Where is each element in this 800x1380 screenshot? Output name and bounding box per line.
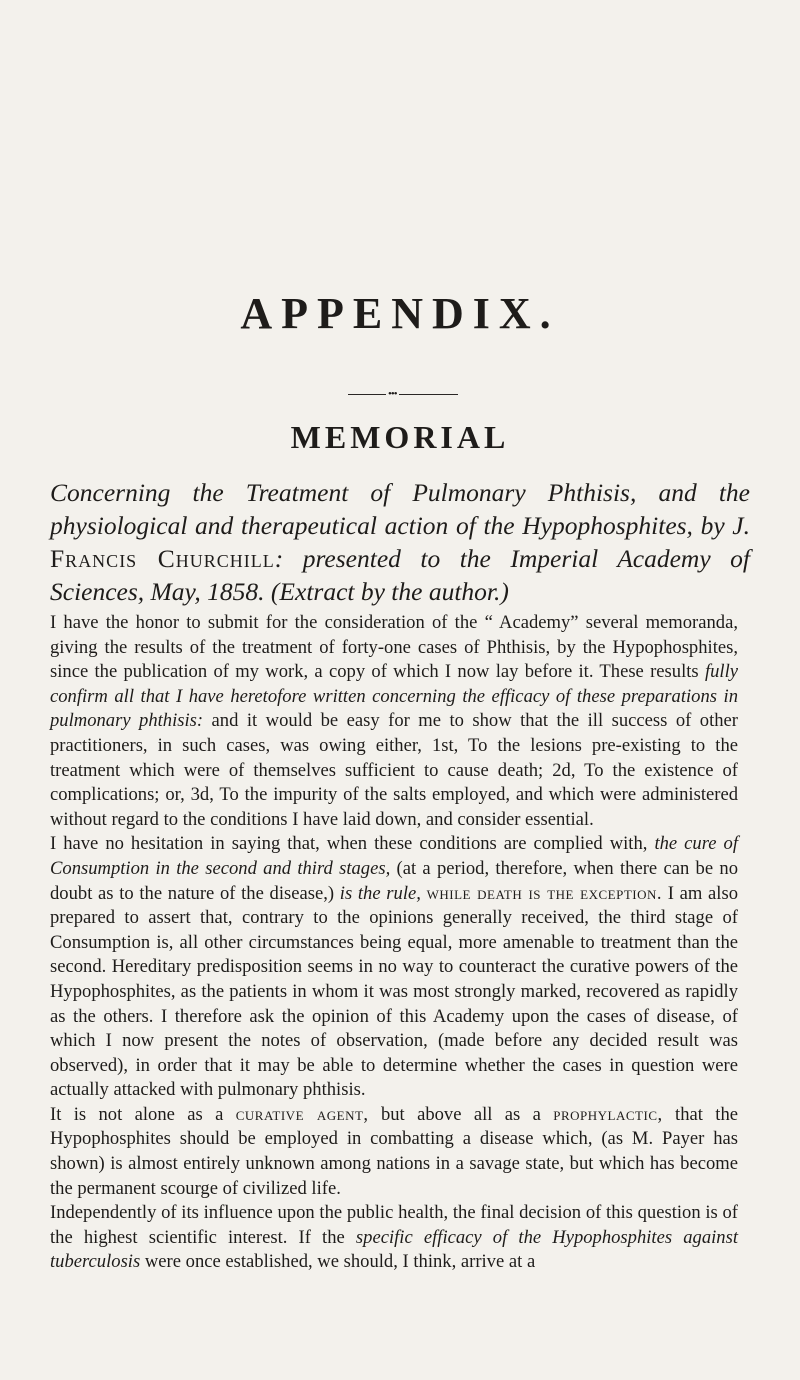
- paragraph: [50, 1201, 738, 1275]
- paragraph: [50, 832, 738, 1103]
- text-run: I am also prepared to assert that, contrary to the opinions generally received, the third stage of Consumption is, all other circumstances being equal, more amenable to treatment than the second. Hereditary predisposition seems in no way to counteract the curative powers of the Hypophosphites, as the patients in whom it was most strongly marked, recovered as rapidly as the others. I therefore ask the opinion of this Academy upon the cases of disease, of which I now present the notes of observation, (made before any decided result was observed), in order that it may be able to determine whether the cases in question were actually attacked with pulmonary phthisis.: [50, 882, 738, 1101]
- text-run: were once established, we should, I think, arrive at a: [140, 1251, 536, 1273]
- small-caps-text: curative agent,: [235, 1103, 369, 1125]
- text-run: I have no hesitation in saying that, when these conditions are complied with,: [50, 833, 655, 855]
- title-author: Francis Churchill: [50, 544, 275, 573]
- text-run: It is not alone as a: [50, 1103, 236, 1125]
- appendix-heading: APPENDIX.: [240, 289, 560, 338]
- memorial-heading: MEMORIAL: [290, 419, 510, 455]
- ornamental-rule: [348, 388, 458, 400]
- small-caps-text: while death is the exception.: [426, 882, 663, 904]
- paragraph: [50, 1103, 738, 1201]
- text-run: I have the honor to submit for the consideration of the “ Academy” several memoranda, giving the results of the treatment of forty-one cases of Phthisis, by the Hypophosphites, since the publication of my work, a copy of which I now lay before it. These results: [50, 612, 738, 683]
- text-run: (at a period, therefore, when there can be no doubt as to the nature of the disease,): [50, 857, 738, 904]
- text-run: Independently of its influence upon the public health, the final decision of this question is of the highest scientific interest. If the: [50, 1202, 738, 1248]
- small-caps-text: prophylactic,: [553, 1103, 663, 1125]
- italic-text: fully confirm all that I have heretofore written concerning the efficacy of these preparations in pulmonary phthisis:: [50, 661, 738, 732]
- title-part-1: Concerning the Treatment of Pulmonary Phthisis, and the physiological and therapeutical action of the Hypophosphites, by J.: [50, 478, 750, 540]
- italic-text: is the rule,: [339, 882, 421, 904]
- paragraph: [50, 611, 738, 832]
- italic-text: specific efficacy of the Hypophosphites against tuberculosis: [50, 1226, 738, 1273]
- title-part-2: : presented to the Imperial Academy of Sciences, May, 1858. (Extract by the author.): [50, 544, 750, 606]
- text-run: but above all as a: [368, 1103, 554, 1125]
- memorial-title: [50, 476, 750, 608]
- text-run: and it would be easy for me to show that the ill success of other practitioners, in such cases, was owing either, 1st, To the lesions pre-existing to the treatment which were of themselves sufficient to cause death; 2d, To the existence of complications; or, 3d, To the impurity of the salts employed, and which were administered without regard to the conditions I have laid down, and consider essential.: [50, 710, 738, 830]
- italic-text: the cure of Consumption in the second and third stages,: [50, 833, 738, 879]
- ornament-dots: •••: [388, 388, 397, 400]
- text-run: that the Hypophosphites should be employed in combatting a disease which, (as M. Payer has shown) is almost entirely unknown among nations in a savage state, but which has become the permanent scourge of civilized life.: [50, 1103, 738, 1199]
- body-text: [50, 611, 738, 1275]
